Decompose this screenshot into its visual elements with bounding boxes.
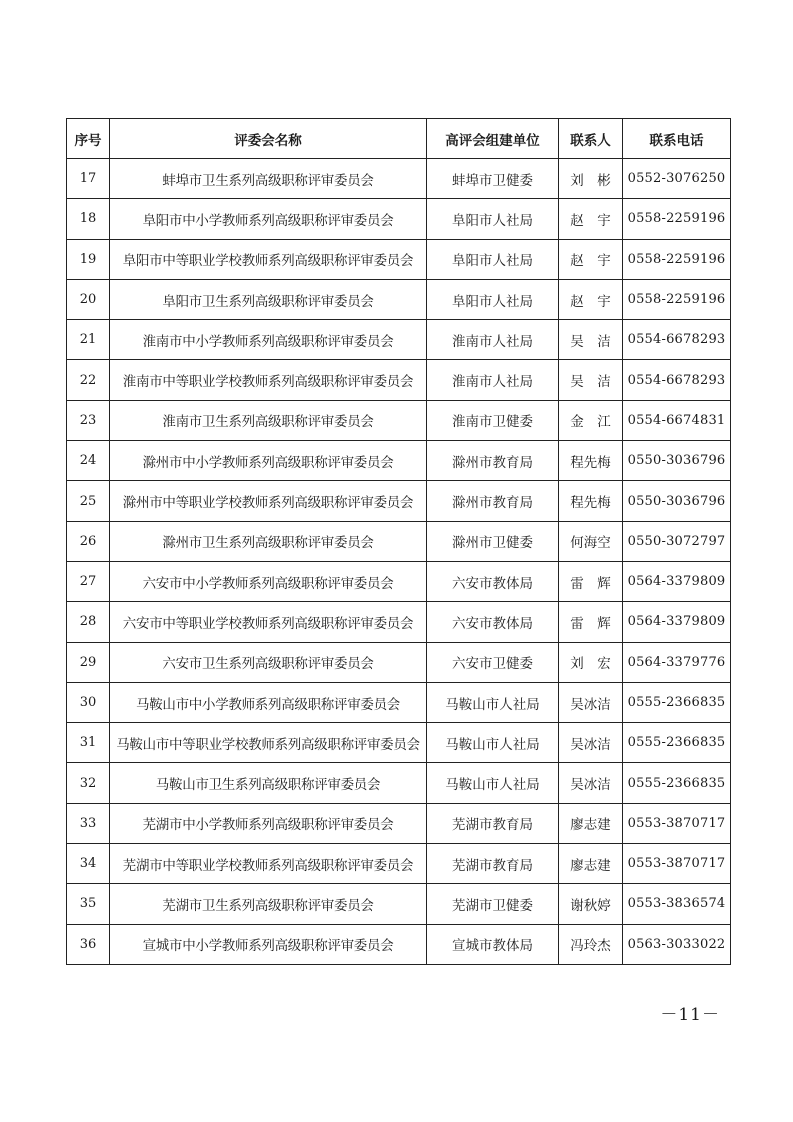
cell-committee-name: 滁州市中等职业学校教师系列高级职称评审委员会 [110,481,427,521]
cell-organizer: 马鞍山市人社局 [427,682,559,722]
cell-contact: 刘 彬 [559,159,623,199]
cell-phone: 0563-3033022 [623,924,731,964]
cell-phone: 0554-6678293 [623,320,731,360]
cell-phone: 0558-2259196 [623,279,731,319]
header-contact: 联系人 [559,119,623,159]
table-header-row [67,119,731,159]
table-row [67,803,731,843]
cell-no: 29 [67,642,110,682]
header-no: 序号 [67,119,110,159]
cell-no: 30 [67,682,110,722]
cell-phone: 0552-3076250 [623,159,731,199]
table-row [67,844,731,884]
table-row [67,682,731,722]
cell-no: 31 [67,723,110,763]
committee-table [66,118,731,965]
cell-contact: 谢秋婷 [559,884,623,924]
cell-phone: 0558-2259196 [623,199,731,239]
cell-phone: 0550-3036796 [623,441,731,481]
cell-committee-name: 六安市卫生系列高级职称评审委员会 [110,642,427,682]
cell-no: 19 [67,239,110,279]
cell-no: 17 [67,159,110,199]
cell-phone: 0555-2366835 [623,682,731,722]
cell-contact: 赵 宇 [559,199,623,239]
cell-organizer: 芜湖市教育局 [427,803,559,843]
cell-contact: 吴冰洁 [559,723,623,763]
cell-phone: 0558-2259196 [623,239,731,279]
cell-phone: 0554-6674831 [623,400,731,440]
cell-organizer: 淮南市人社局 [427,360,559,400]
cell-contact: 雷 辉 [559,602,623,642]
cell-organizer: 宣城市教体局 [427,924,559,964]
cell-contact: 赵 宇 [559,279,623,319]
cell-contact: 何海空 [559,521,623,561]
cell-phone: 0553-3870717 [623,803,731,843]
cell-committee-name: 宣城市中小学教师系列高级职称评审委员会 [110,924,427,964]
cell-committee-name: 阜阳市中等职业学校教师系列高级职称评审委员会 [110,239,427,279]
cell-committee-name: 淮南市卫生系列高级职称评审委员会 [110,400,427,440]
page-number: －11－ [660,1005,720,1025]
table-row [67,884,731,924]
cell-phone: 0554-6678293 [623,360,731,400]
cell-committee-name: 阜阳市卫生系列高级职称评审委员会 [110,279,427,319]
cell-committee-name: 淮南市中等职业学校教师系列高级职称评审委员会 [110,360,427,400]
cell-committee-name: 芜湖市卫生系列高级职称评审委员会 [110,884,427,924]
cell-organizer: 滁州市教育局 [427,441,559,481]
cell-no: 26 [67,521,110,561]
cell-committee-name: 马鞍山市中等职业学校教师系列高级职称评审委员会 [110,723,427,763]
cell-no: 33 [67,803,110,843]
cell-contact: 雷 辉 [559,561,623,601]
cell-no: 25 [67,481,110,521]
cell-organizer: 六安市教体局 [427,561,559,601]
table-row [67,521,731,561]
cell-no: 23 [67,400,110,440]
cell-no: 18 [67,199,110,239]
table-row [67,561,731,601]
cell-committee-name: 滁州市卫生系列高级职称评审委员会 [110,521,427,561]
table-body [67,159,731,965]
table-row [67,159,731,199]
cell-no: 24 [67,441,110,481]
cell-contact: 吴 洁 [559,320,623,360]
cell-committee-name: 滁州市中小学教师系列高级职称评审委员会 [110,441,427,481]
cell-organizer: 阜阳市人社局 [427,199,559,239]
cell-committee-name: 芜湖市中等职业学校教师系列高级职称评审委员会 [110,844,427,884]
header-phone: 联系电话 [623,119,731,159]
cell-committee-name: 马鞍山市卫生系列高级职称评审委员会 [110,763,427,803]
cell-committee-name: 芜湖市中小学教师系列高级职称评审委员会 [110,803,427,843]
cell-organizer: 阜阳市人社局 [427,239,559,279]
cell-contact: 刘 宏 [559,642,623,682]
cell-organizer: 滁州市卫健委 [427,521,559,561]
cell-contact: 吴 洁 [559,360,623,400]
cell-contact: 廖志建 [559,803,623,843]
cell-phone: 0550-3036796 [623,481,731,521]
cell-contact: 吴冰洁 [559,763,623,803]
cell-committee-name: 六安市中等职业学校教师系列高级职称评审委员会 [110,602,427,642]
cell-no: 20 [67,279,110,319]
cell-organizer: 淮南市卫健委 [427,400,559,440]
cell-phone: 0564-3379776 [623,642,731,682]
cell-committee-name: 蚌埠市卫生系列高级职称评审委员会 [110,159,427,199]
cell-committee-name: 阜阳市中小学教师系列高级职称评审委员会 [110,199,427,239]
cell-phone: 0564-3379809 [623,602,731,642]
cell-organizer: 芜湖市卫健委 [427,884,559,924]
table-row [67,763,731,803]
table-row [67,924,731,964]
cell-organizer: 马鞍山市人社局 [427,723,559,763]
cell-contact: 吴冰洁 [559,682,623,722]
table-row [67,723,731,763]
cell-phone: 0550-3072797 [623,521,731,561]
cell-no: 32 [67,763,110,803]
cell-contact: 程先梅 [559,441,623,481]
cell-contact: 冯玲杰 [559,924,623,964]
cell-phone: 0555-2366835 [623,723,731,763]
cell-no: 28 [67,602,110,642]
cell-phone: 0553-3836574 [623,884,731,924]
header-org: 高评会组建单位 [427,119,559,159]
cell-no: 34 [67,844,110,884]
cell-no: 22 [67,360,110,400]
cell-organizer: 六安市教体局 [427,602,559,642]
table-row [67,320,731,360]
cell-organizer: 六安市卫健委 [427,642,559,682]
table-row [67,481,731,521]
table-row [67,199,731,239]
cell-organizer: 蚌埠市卫健委 [427,159,559,199]
cell-organizer: 滁州市教育局 [427,481,559,521]
cell-contact: 廖志建 [559,844,623,884]
table-row [67,400,731,440]
cell-committee-name: 马鞍山市中小学教师系列高级职称评审委员会 [110,682,427,722]
cell-phone: 0555-2366835 [623,763,731,803]
cell-no: 21 [67,320,110,360]
table-row [67,441,731,481]
cell-no: 36 [67,924,110,964]
cell-contact: 赵 宇 [559,239,623,279]
header-name: 评委会名称 [110,119,427,159]
cell-committee-name: 六安市中小学教师系列高级职称评审委员会 [110,561,427,601]
cell-organizer: 芜湖市教育局 [427,844,559,884]
table-row [67,360,731,400]
table-row [67,239,731,279]
cell-organizer: 淮南市人社局 [427,320,559,360]
cell-organizer: 马鞍山市人社局 [427,763,559,803]
cell-committee-name: 淮南市中小学教师系列高级职称评审委员会 [110,320,427,360]
cell-phone: 0564-3379809 [623,561,731,601]
table-row [67,602,731,642]
cell-no: 35 [67,884,110,924]
cell-contact: 金 江 [559,400,623,440]
table-row [67,642,731,682]
cell-organizer: 阜阳市人社局 [427,279,559,319]
cell-no: 27 [67,561,110,601]
cell-contact: 程先梅 [559,481,623,521]
table-row [67,279,731,319]
cell-phone: 0553-3870717 [623,844,731,884]
